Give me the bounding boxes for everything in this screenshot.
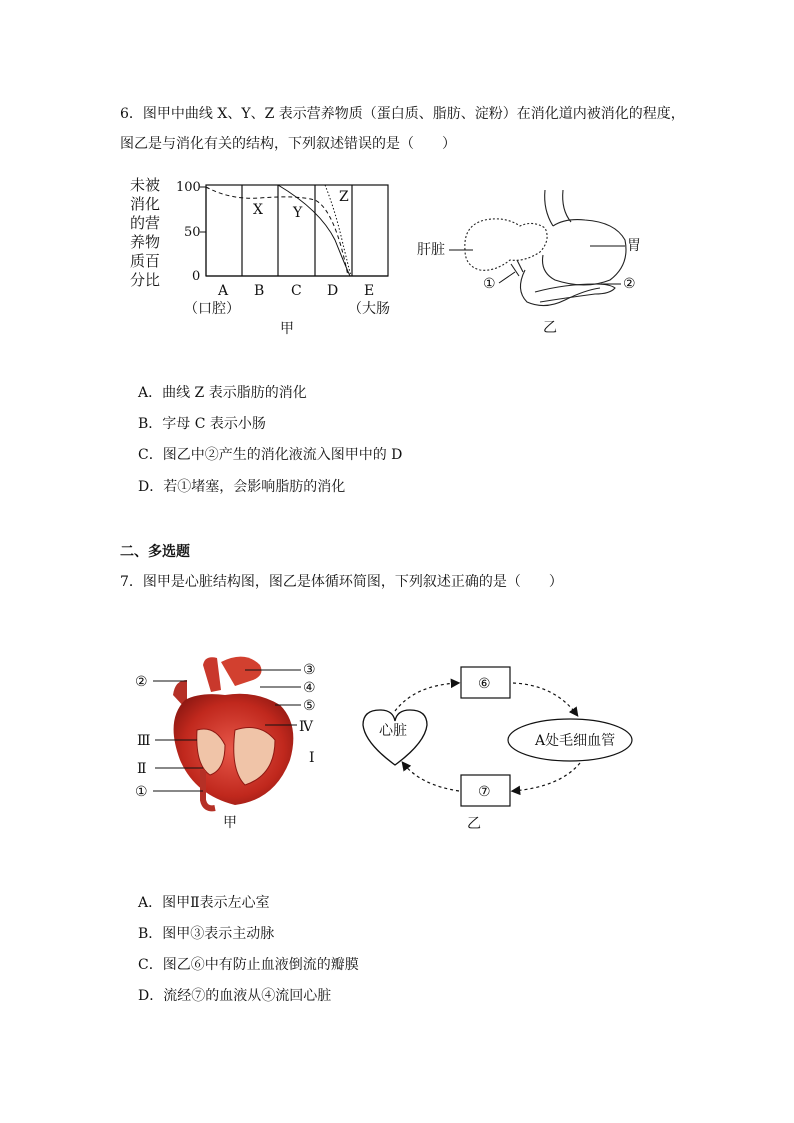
box-6-label: ⑥ xyxy=(478,676,491,692)
marker-1: ① xyxy=(483,276,496,292)
liver-label: 肝脏 xyxy=(417,242,445,258)
label-i: Ⅰ xyxy=(309,750,315,766)
liver-illustration xyxy=(465,219,547,270)
stomach-label: 胃 xyxy=(627,238,641,254)
q6-option-d[interactable]: D．若①堵塞，会影响脂肪的消化 xyxy=(138,479,346,495)
label-2: ② xyxy=(135,674,148,690)
segment-note-a: （口腔） xyxy=(184,301,240,317)
ylabel-line: 分比 xyxy=(130,271,161,289)
curve-label-y: Y xyxy=(293,205,303,221)
heart-label: 心脏 xyxy=(379,723,407,739)
q7-option-d[interactable]: D．流经⑦的血液从④流回心脏 xyxy=(138,988,332,1004)
ytick-label: 0 xyxy=(192,269,201,284)
segment-label: B xyxy=(254,283,265,299)
duodenum-illustration xyxy=(520,270,600,306)
segment-label: C xyxy=(291,283,302,299)
ylabel-line: 未被 xyxy=(130,176,161,194)
label-iv: Ⅳ xyxy=(299,719,313,735)
q6-option-b[interactable]: B．字母 C 表示小肠 xyxy=(138,416,266,432)
section-title: 二、多选题 xyxy=(120,544,190,560)
label-4: ④ xyxy=(303,680,316,696)
q7-option-c[interactable]: C．图乙⑥中有防止血液倒流的瓣膜 xyxy=(138,957,359,973)
segment-label: D xyxy=(327,283,339,299)
figure-caption: 乙 xyxy=(467,816,481,832)
label-1: ① xyxy=(135,784,148,800)
pancreas-illustration xyxy=(535,284,615,302)
stomach-illustration xyxy=(543,220,627,285)
figure-caption: 甲 xyxy=(280,321,294,337)
label-ii: Ⅱ xyxy=(137,761,147,777)
ylabel-line: 质百 xyxy=(130,252,161,270)
q6-stem-line2: 图乙是与消化有关的结构，下列叙述错误的是（ ） xyxy=(120,136,456,152)
q6-figure-jia xyxy=(120,170,410,340)
marker-2: ② xyxy=(623,276,636,292)
ytick-label: 50 xyxy=(184,225,201,240)
segment-note-e: （大肠 xyxy=(348,301,390,317)
arrow-capillary-to-7 xyxy=(513,763,580,791)
heart-illustration xyxy=(173,657,293,809)
capillary-label: A处毛细血管 xyxy=(535,733,616,749)
ylabel-line: 消化 xyxy=(130,195,161,213)
label-3: ③ xyxy=(303,662,316,678)
segment-label: A xyxy=(218,283,229,299)
q7-option-a[interactable]: A．图甲Ⅱ表示左心室 xyxy=(138,895,270,911)
figure-caption: 甲 xyxy=(223,815,237,831)
figure-caption: 乙 xyxy=(543,320,557,336)
label-iii: Ⅲ xyxy=(137,733,151,749)
arrow-7-to-heart xyxy=(403,763,459,791)
ylabel-line: 养物 xyxy=(130,233,161,251)
curve-label-z: Z xyxy=(339,189,349,205)
q6-option-a[interactable]: A．曲线 Z 表示脂肪的消化 xyxy=(138,385,307,401)
label-5: ⑤ xyxy=(303,698,316,714)
q6-option-c[interactable]: C．图乙中②产生的消化液流入图甲中的 D xyxy=(138,447,403,463)
arrow-heart-to-6 xyxy=(395,683,458,711)
q7-stem-line1: 7．图甲是心脏结构图，图乙是体循环简图，下列叙述正确的是（ ） xyxy=(120,574,563,590)
box-7-label: ⑦ xyxy=(478,784,491,800)
segment-label: E xyxy=(364,283,375,299)
q7-figure-jia xyxy=(125,650,345,835)
q7-figure-yi xyxy=(355,655,645,835)
arrow-6-to-capillary xyxy=(513,683,577,715)
ytick-label: 100 xyxy=(176,180,201,195)
q6-figure-yi xyxy=(415,180,675,340)
q6-stem-line1: 6．图甲中曲线 X、Y、Z 表示营养物质（蛋白质、脂肪、淀粉）在消化道内被消化的程度， xyxy=(120,106,685,122)
ylabel-line: 的营 xyxy=(130,214,161,232)
q7-option-b[interactable]: B．图甲③表示主动脉 xyxy=(138,926,275,942)
curve-label-x: X xyxy=(253,202,263,218)
